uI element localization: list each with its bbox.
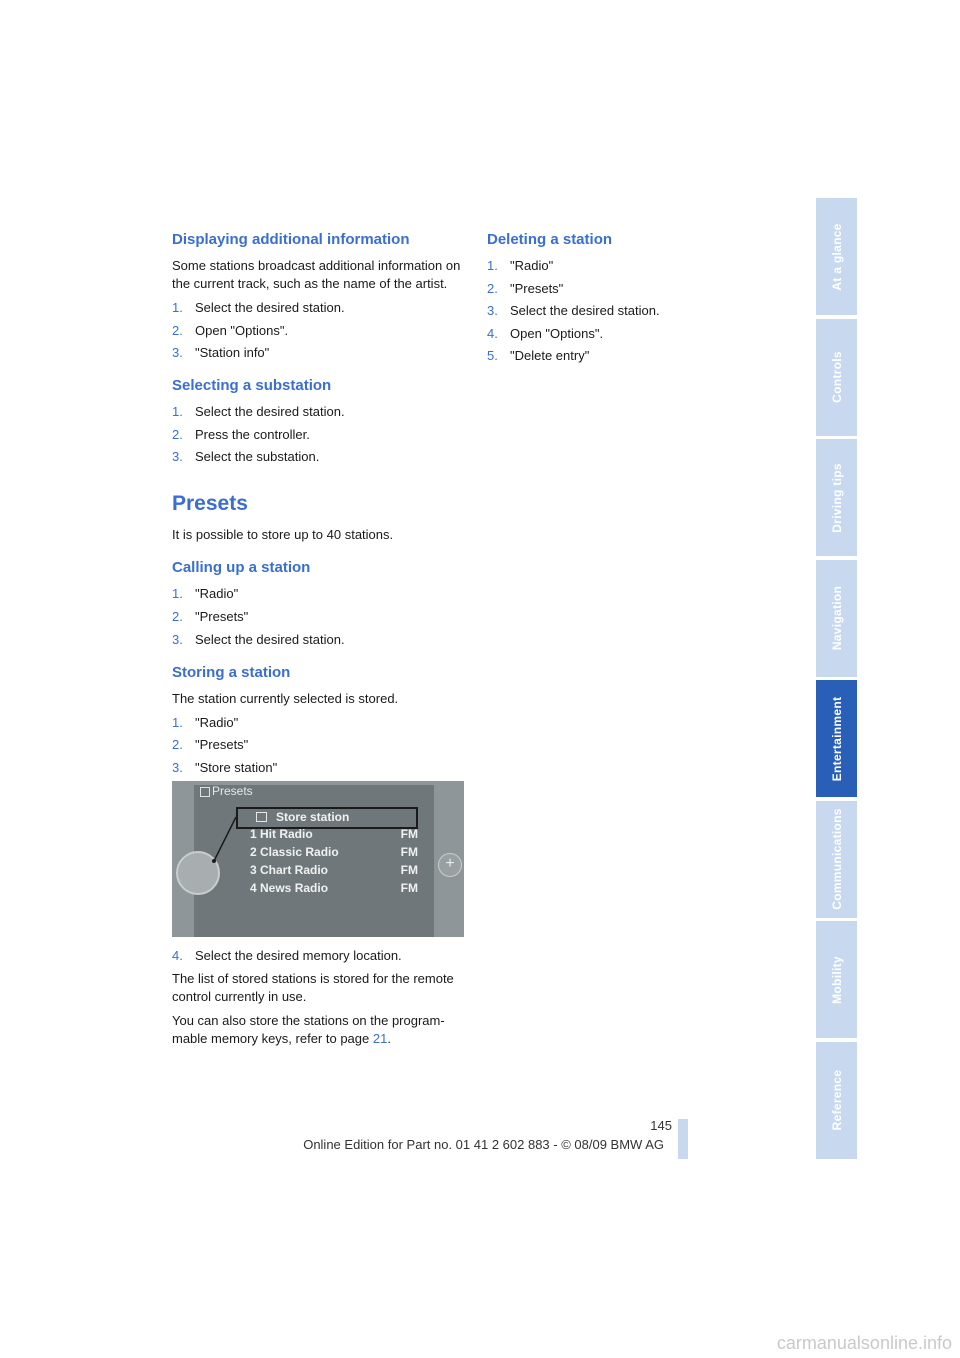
additional-info-intro: Some stations broadcast additional information on the current track, such as the name of the artist. <box>172 258 461 291</box>
preset-row <box>250 863 418 877</box>
preset-label: 1 Hit Radio <box>250 827 313 842</box>
step-item <box>487 325 777 343</box>
store-station-label: Store station <box>276 810 350 825</box>
step-text: Open "Options". <box>510 325 604 341</box>
preset-label: 4 News Radio <box>250 881 329 896</box>
preset-row <box>250 881 418 895</box>
step-number: 3. <box>172 345 183 361</box>
section-additional-info <box>172 230 468 362</box>
step-item <box>487 347 777 365</box>
section-storing <box>172 663 468 1048</box>
step-text: "Station info" <box>195 345 270 361</box>
heading-presets: Presets <box>172 492 248 516</box>
storing-step4 <box>172 947 468 965</box>
section-substation <box>172 376 468 466</box>
calling-steps <box>172 585 468 648</box>
preset-row <box>250 845 418 859</box>
deleting-steps <box>487 257 777 365</box>
step-text: "Presets" <box>195 608 249 624</box>
footer-text: Online Edition for Part no. 01 41 2 602 883 - © 08/09 BMW AG <box>303 1137 664 1152</box>
right-column <box>487 230 777 370</box>
step-item <box>172 608 468 626</box>
step-number: 2. <box>487 280 498 296</box>
note-2-end: . <box>387 1030 391 1046</box>
step-text: Press the controller. <box>195 426 310 442</box>
step-number: 1. <box>487 258 498 273</box>
chapter-tabs <box>816 198 857 1162</box>
step-text: "Delete entry" <box>510 348 590 364</box>
step-number: 3. <box>172 449 183 465</box>
tab-label: At a glance <box>829 222 844 291</box>
heading-substation: Selecting a substation <box>172 377 332 395</box>
step-item <box>172 403 468 421</box>
step-text: Select the desired station. <box>510 303 660 319</box>
storing-intro: The station currently selected is stored. <box>172 690 399 706</box>
step-text: "Presets" <box>510 280 564 296</box>
step-number: 1. <box>172 714 183 730</box>
tab-navigation[interactable] <box>816 560 857 677</box>
step-item <box>172 322 468 340</box>
step-text: "Radio" <box>195 714 239 730</box>
step-number: 4. <box>172 948 183 964</box>
note-2-text: You can also store the stations on the program-mable memory keys, refer to page <box>172 1012 445 1046</box>
preset-band: FM <box>400 881 418 896</box>
section-presets <box>172 490 468 544</box>
step-item <box>487 302 777 320</box>
step-text: "Store station" <box>195 759 278 775</box>
tab-label: Navigation <box>829 585 844 651</box>
step-item <box>172 344 468 362</box>
tab-label: Mobility <box>829 955 844 1004</box>
tab-label: Driving tips <box>829 462 844 533</box>
tab-label: Reference <box>829 1069 844 1131</box>
step-item <box>172 426 468 444</box>
page-marker <box>678 1119 688 1159</box>
step-number: 4. <box>487 325 498 341</box>
left-column <box>172 230 468 1054</box>
tab-communications[interactable] <box>816 801 857 918</box>
tab-label: Communications <box>829 808 844 910</box>
storing-steps <box>172 714 468 777</box>
page-number: 145 <box>650 1118 672 1133</box>
step-number: 1. <box>172 586 183 602</box>
presets-intro: It is possible to store up to 40 stations. <box>172 527 394 543</box>
preset-band: FM <box>400 863 418 878</box>
screen-title: Presets <box>212 784 253 799</box>
heading-calling: Calling up a station <box>172 559 311 577</box>
step-item <box>487 257 777 275</box>
tab-reference[interactable] <box>816 1042 857 1159</box>
step-text: "Presets" <box>195 737 249 753</box>
step-text: Select the substation. <box>195 449 320 465</box>
heading-storing: Storing a station <box>172 663 291 681</box>
preset-label: 3 Chart Radio <box>250 863 329 878</box>
step-number: 3. <box>172 759 183 775</box>
step-number: 3. <box>172 631 183 647</box>
tab-entertainment[interactable] <box>816 680 857 797</box>
watermark: carmanualsonline.info <box>776 1333 952 1353</box>
step-text: "Radio" <box>510 258 554 273</box>
step-number: 5. <box>487 348 498 364</box>
step-text: Select the desired station. <box>195 404 345 420</box>
step-number: 2. <box>172 608 183 624</box>
page-link[interactable]: 21 <box>372 1030 388 1046</box>
callout-line <box>212 815 238 863</box>
step-item <box>172 448 468 466</box>
step-item <box>172 947 468 965</box>
step-text: Select the desired station. <box>195 300 345 315</box>
substation-steps <box>172 403 468 466</box>
tab-at-a-glance[interactable] <box>816 198 857 315</box>
tab-label: Entertainment <box>829 696 844 781</box>
tab-label: Controls <box>829 351 844 403</box>
step-text: Select the desired station. <box>195 631 345 647</box>
step-item <box>172 714 468 732</box>
tab-driving-tips[interactable] <box>816 439 857 556</box>
storing-note-2 <box>172 1012 468 1048</box>
step-number: 1. <box>172 404 183 420</box>
preset-row <box>250 827 418 841</box>
tab-mobility[interactable] <box>816 921 857 1038</box>
step-text: Select the desired memory location. <box>195 948 402 964</box>
step-item <box>172 736 468 754</box>
tab-controls[interactable] <box>816 319 857 436</box>
preset-band: FM <box>400 845 418 860</box>
step-item <box>172 631 468 649</box>
step-number: 2. <box>172 737 183 753</box>
heading-deleting: Deleting a station <box>487 231 613 248</box>
step-item <box>172 585 468 603</box>
presets-title-icon <box>200 787 210 797</box>
step-number: 2. <box>172 426 183 442</box>
storing-note-1: The list of stored stations is stored for the remote control currently in use. <box>172 970 454 1004</box>
preset-band: FM <box>400 827 418 842</box>
heading-additional-info: Displaying additional information <box>172 231 410 248</box>
presets-screenshot <box>172 781 464 937</box>
preset-label: 2 Classic Radio <box>250 845 339 860</box>
additional-info-steps <box>172 299 468 362</box>
section-calling <box>172 558 468 648</box>
plus-knob-icon: + <box>438 853 462 877</box>
step-item <box>487 280 777 298</box>
store-station-icon <box>256 812 267 822</box>
step-number: 2. <box>172 322 183 338</box>
step-text: "Radio" <box>195 586 239 602</box>
step-item <box>172 299 468 317</box>
step-number: 1. <box>172 300 183 315</box>
step-item <box>172 759 468 777</box>
step-text: Open "Options". <box>195 322 289 338</box>
step-number: 3. <box>487 303 498 319</box>
